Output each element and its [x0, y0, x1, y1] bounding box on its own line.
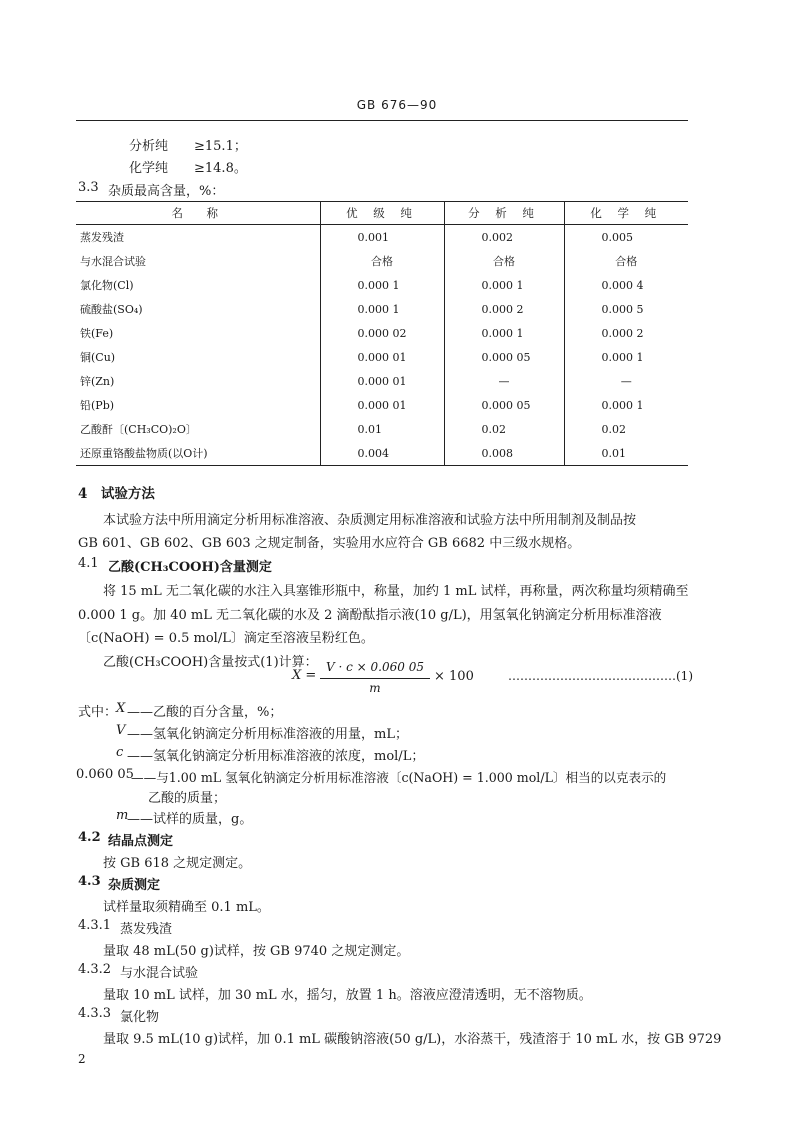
impurity-name: 与水混合试验 — [80, 255, 146, 268]
superior-value: 0.000 02 — [320, 321, 444, 345]
chemical-value: 0.000 5 — [564, 297, 688, 321]
chemical-value: 0.000 1 — [564, 393, 688, 417]
superior-value: 0.000 01 — [320, 393, 444, 417]
paragraph-line: 按 GB 618 之规定测定。 — [103, 856, 252, 871]
chemical-value: 合格 — [564, 249, 688, 273]
formula-numerator: V · c × 0.060 05 — [326, 660, 424, 674]
section-title: 与水混合试验 — [120, 966, 199, 981]
purity-value-analytical: ≥15.1； — [194, 139, 247, 154]
impurity-name: 还原重铬酸盐物质(以O计) — [76, 441, 320, 466]
variable-symbol: X — [116, 701, 126, 716]
superior-value: 0.001 — [320, 225, 444, 250]
paragraph-line: 0.000 1 g。加 40 mL 无二氧化碳的水及 2 滴酚酞指示液(10 g/L)，用氢氧化钠滴定分析用标准溶液 — [78, 608, 662, 623]
table-row — [76, 249, 688, 273]
superior-value: 0.000 1 — [320, 297, 444, 321]
paragraph-line: 量取 48 mL(50 g)试样，按 GB 9740 之规定测定。 — [103, 944, 410, 959]
variable-desc: ——氢氧化钠滴定分析用标准溶液的浓度，mol/L； — [127, 749, 425, 764]
analytical-value: 0.000 2 — [444, 297, 564, 321]
superior-value: 0.000 01 — [320, 369, 444, 393]
impurity-name: 氯化物(Cl) — [80, 279, 134, 292]
paragraph-line: GB 601、GB 602、GB 603 之规定制备，实验用水应符合 GB 6682 中三级水规格。 — [78, 536, 581, 551]
chemical-value: 0.01 — [564, 441, 688, 466]
impurity-name: 锌(Zn) — [80, 375, 115, 388]
document-header: GB 676—90 — [356, 98, 438, 112]
impurity-name: 铅(Pb) — [80, 399, 115, 412]
variable-desc: ——乙酸的百分含量，%； — [127, 705, 283, 720]
variable-symbol: c — [116, 745, 124, 760]
table-row — [76, 417, 688, 441]
section-number: 3.3 — [78, 180, 99, 195]
superior-value: 0.000 1 — [320, 273, 444, 297]
analytical-value: — — [444, 369, 564, 393]
variable-desc: ——与1.00 mL 氢氧化钠滴定分析用标准溶液〔c(NaOH) = 1.000 mol/L〕相当的以克表示的 — [131, 770, 667, 785]
impurity-table — [76, 201, 688, 466]
superior-value: 0.004 — [320, 441, 444, 466]
fraction-bar — [320, 678, 430, 679]
paragraph-line: 量取 10 mL 试样，加 30 mL 水，摇匀，放置 1 h。溶液应澄清透明，无不溶物质。 — [103, 988, 592, 1003]
variable-symbol: 0.060 05 — [76, 767, 134, 782]
paragraph-line: 乙酸(CH₃COOH)含量按式(1)计算： — [103, 655, 318, 670]
section-heading: 4 试验方法 — [78, 486, 155, 502]
section-title: 杂质测定 — [108, 878, 161, 893]
analytical-value: 0.000 05 — [444, 393, 564, 417]
column-header-superior: 优 级 纯 — [320, 202, 444, 225]
formula-lhs: X = — [292, 668, 317, 683]
chemical-value: 0.000 4 — [564, 273, 688, 297]
formula-number: ……………………………………(1) — [508, 669, 693, 683]
section-title: 杂质最高含量，%： — [108, 184, 225, 199]
variable-symbol: V — [116, 723, 126, 738]
chemical-value: 0.000 1 — [564, 345, 688, 369]
superior-value: 0.01 — [320, 417, 444, 441]
section-number: 4.3.3 — [78, 1006, 112, 1021]
paragraph-line: 本试验方法中所用滴定分析用标准溶液、杂质测定用标准溶液和试验方法中所用制剂及制品按 — [103, 513, 637, 528]
table-row — [76, 321, 688, 345]
variable-symbol: m — [116, 808, 129, 823]
variable-desc: ——试样的质量，g。 — [127, 812, 253, 827]
table-row — [76, 297, 688, 321]
analytical-value: 0.000 05 — [444, 345, 564, 369]
impurity-name: 蒸发残渣 — [80, 231, 124, 244]
paragraph-line: 量取 9.5 mL(10 g)试样，加 0.1 mL 碳酸钠溶液(50 g/L)，水浴蒸干，残渣溶于 10 mL 水，按 GB 9729 — [103, 1032, 722, 1047]
impurity-name: 硫酸盐(SO₄) — [80, 303, 143, 316]
variable-desc-continued: 乙酸的质量； — [148, 791, 227, 806]
paragraph-line: 将 15 mL 无二氧化碳的水注入具塞锥形瓶中，称量，加约 1 mL 试样，再称量，两次称量均须精确至 — [103, 584, 689, 599]
table-row — [76, 393, 688, 417]
table-row — [76, 273, 688, 297]
table-row — [76, 369, 688, 393]
analytical-value: 合格 — [444, 249, 564, 273]
analytical-value: 0.02 — [444, 417, 564, 441]
purity-grade-chemical: 化学纯 — [129, 161, 169, 176]
variable-desc: ——氢氧化钠滴定分析用标准溶液的用量，mL； — [127, 727, 408, 742]
superior-value: 0.000 01 — [320, 345, 444, 369]
section-title: 蒸发残渣 — [120, 922, 173, 937]
section-number: 4.2 — [78, 830, 101, 845]
column-header-name: 名 称 — [76, 202, 320, 225]
analytical-value: 0.000 1 — [444, 321, 564, 345]
column-header-chemical: 化 学 纯 — [564, 202, 688, 225]
purity-value-chemical: ≥14.8。 — [194, 161, 247, 176]
section-title: 结晶点测定 — [108, 834, 174, 849]
impurity-name: 乙酸酐〔(CH₃CO)₂O〕 — [80, 423, 197, 436]
chemical-value: 0.000 2 — [564, 321, 688, 345]
section-number: 4.3.1 — [78, 918, 112, 933]
table-header-row — [76, 202, 688, 225]
section-number: 4.1 — [78, 556, 99, 571]
analytical-value: 0.008 — [444, 441, 564, 466]
header-rule — [76, 120, 688, 121]
purity-grade-analytical: 分析纯 — [129, 139, 169, 154]
section-number: 4.3 — [78, 874, 101, 889]
column-header-analytical: 分 析 纯 — [444, 202, 564, 225]
section-title: 氯化物 — [120, 1010, 160, 1025]
table-row — [76, 225, 688, 250]
analytical-value: 0.002 — [444, 225, 564, 250]
chemical-value: 0.005 — [564, 225, 688, 250]
analytical-value: 0.000 1 — [444, 273, 564, 297]
formula-rhs: × 100 — [434, 669, 474, 684]
superior-value: 合格 — [320, 249, 444, 273]
impurity-name: 铁(Fe) — [80, 327, 114, 340]
formula-denominator: m — [369, 681, 381, 695]
page-number: 2 — [78, 1052, 86, 1066]
chemical-value: 0.02 — [564, 417, 688, 441]
section-title: 乙酸(CH₃COOH)含量测定 — [108, 560, 272, 575]
section-number: 4.3.2 — [78, 962, 112, 977]
impurity-name: 铜(Cu) — [80, 351, 116, 364]
table-row — [76, 441, 688, 466]
paragraph-line: 试样量取须精确至 0.1 mL。 — [103, 900, 270, 915]
where-label: 式中： — [78, 705, 118, 720]
paragraph-line: 〔c(NaOH) = 0.5 mol/L〕滴定至溶液呈粉红色。 — [78, 631, 374, 646]
table-row — [76, 345, 688, 369]
chemical-value: — — [564, 369, 688, 393]
